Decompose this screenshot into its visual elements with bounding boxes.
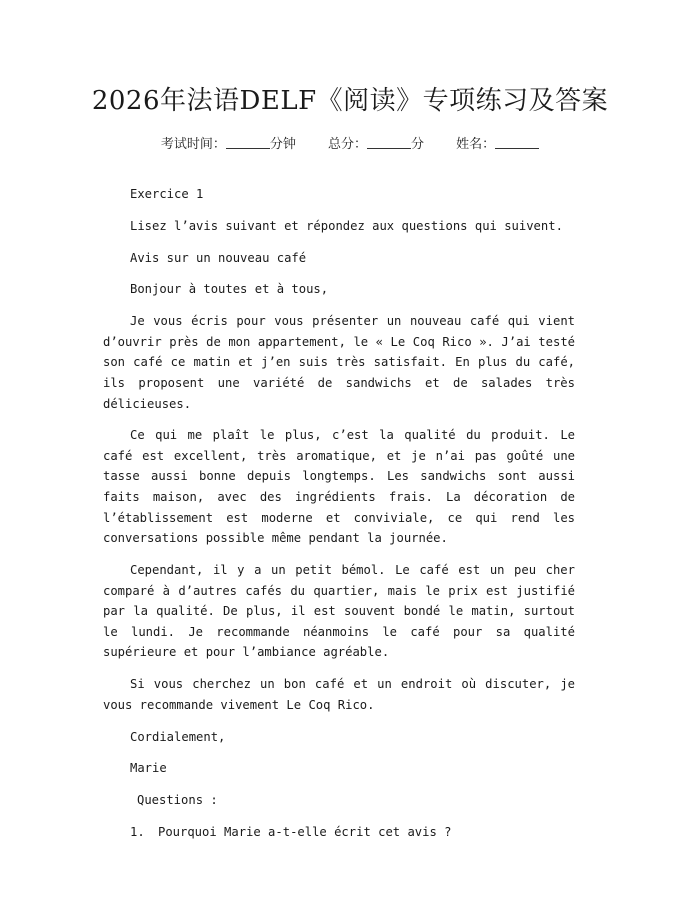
exam-time-field xyxy=(161,133,296,152)
total-score-field xyxy=(328,133,424,152)
exercise-heading: Exercice 1 xyxy=(130,187,204,201)
notice-greeting: Bonjour à toutes et à tous, xyxy=(130,282,329,297)
exercise-instruction: Lisez l’avis suivant et répondez aux questions qui suivent. xyxy=(130,218,563,233)
notice-paragraph: Si vous cherchez un bon café et un endroit où discuter, je vous recommande vivement Le Coq Rico. xyxy=(103,677,575,712)
total-score-blank xyxy=(367,136,411,149)
document-body xyxy=(103,184,575,854)
total-score-label: 总分： xyxy=(327,137,367,152)
question-text: Pourquoi Marie a-t-elle écrit cet avis ? xyxy=(158,824,452,839)
notice-paragraph: Ce qui me plaît le plus, c’est la qualité du produit. Le café est excellent, très aromatique, et je n’ai pas goûté une tasse aussi bonne depuis longtemps. Les sandwichs sont aussi faits maison, avec des ingrédients frais. La décoration de l’établissement est moderne et conviviale, ce qui rend les conversations possible même pendant la journée. xyxy=(103,428,575,546)
student-name-label: 姓名： xyxy=(456,137,496,152)
notice-signature: Marie xyxy=(130,761,167,776)
exam-info-line xyxy=(0,133,700,152)
total-score-unit: 分 xyxy=(411,137,425,152)
questions-heading: Questions : xyxy=(137,793,218,808)
exam-time-unit: 分钟 xyxy=(269,137,296,152)
notice-paragraph: Cependant, il y a un petit bémol. Le café est un peu cher comparé à d’autres cafés du quartier, mais le prix est justifié par la qualité. De plus, il est souvent bondé le matin, surtout le lundi. Je recommande néanmoins le café pour sa qualité supérieure et pour l’ambiance agréable. xyxy=(103,563,575,660)
exam-time-label: 考试时间： xyxy=(160,137,226,152)
student-name-field xyxy=(456,133,539,152)
notice-closing: Cordialement, xyxy=(130,729,226,744)
notice-paragraph: Je vous écris pour vous présenter un nouveau café qui vient d’ouvrir près de mon appartement, le « Le Coq Rico ». J’ai testé son café ce matin et j’en suis très satisfait. En plus du café, ils proposent une variété de sandwichs et de salades très délicieuses. xyxy=(103,314,575,411)
question-item xyxy=(103,822,575,843)
student-name-blank xyxy=(495,136,539,149)
exam-time-blank xyxy=(226,136,270,149)
notice-title: Avis sur un nouveau café xyxy=(130,250,307,265)
document-title: 2026年法语DELF《阅读》专项练习及答案 xyxy=(91,86,609,116)
question-number: 1. xyxy=(130,824,145,839)
